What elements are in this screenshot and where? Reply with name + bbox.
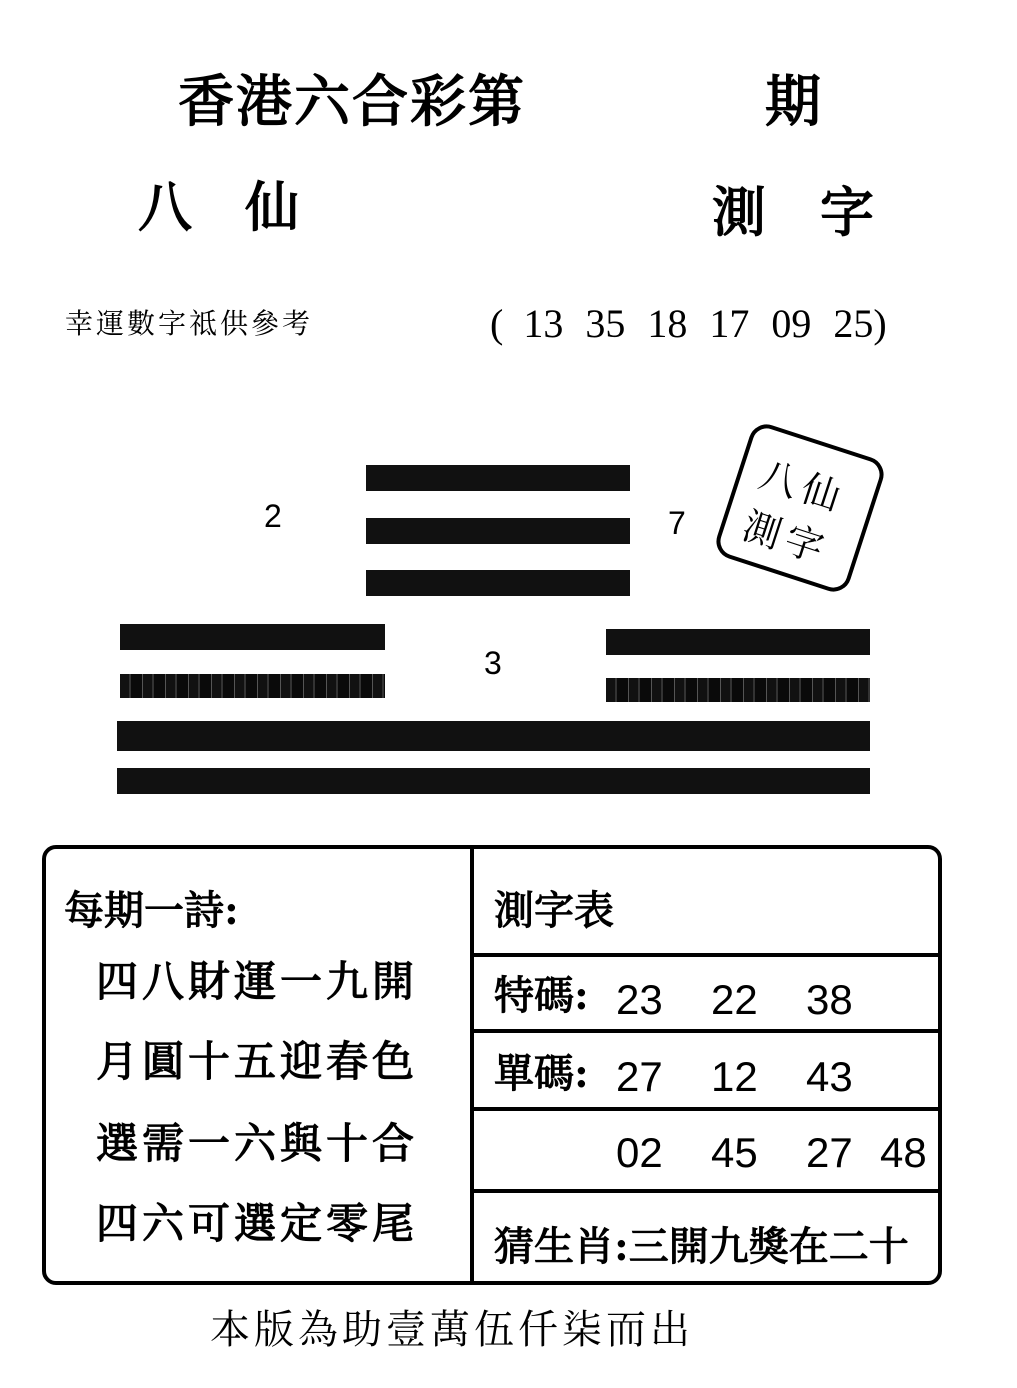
- subtitle-left-char-1: 八: [138, 175, 192, 239]
- open-paren: (: [490, 301, 504, 346]
- poem-line: 選需一六與十合: [96, 1119, 419, 1168]
- single-code-number: 43: [806, 1053, 853, 1100]
- hexagram-bar-top-3: [366, 570, 630, 596]
- hexagram-bar-left-1: [120, 624, 385, 650]
- single-code-label: 單碼:: [494, 1050, 589, 1097]
- special-code-label: 特碼:: [494, 972, 589, 1019]
- subtitle-left-char-2: 仙: [245, 175, 299, 239]
- poem-line: 月圓十五迎春色: [96, 1037, 419, 1086]
- lucky-numbers: [490, 300, 887, 347]
- poem-heading: 每期一詩:: [64, 887, 239, 934]
- special-code-number: 38: [806, 976, 853, 1023]
- lucky-number: 17: [709, 301, 750, 346]
- table-heading: 測字表: [494, 887, 614, 934]
- poem-line: 四八財運一九開: [96, 957, 419, 1006]
- subtitle-right-char-2: 字: [820, 180, 874, 244]
- info-table: [42, 845, 942, 1285]
- extra-number: 45: [711, 1129, 758, 1176]
- zodiac-guess: [494, 1215, 909, 1272]
- extra-number: 27: [806, 1129, 853, 1176]
- lucky-number: 09: [771, 301, 812, 346]
- single-code-number: 27: [616, 1053, 663, 1100]
- hexagram-number-right: 7: [668, 505, 686, 541]
- hexagram-bar-full-2: [117, 768, 870, 794]
- hexagram-number-center: 3: [484, 645, 502, 681]
- table-divider: [474, 1029, 938, 1033]
- page-title: 香港六合彩第: [178, 69, 526, 135]
- lucky-number: 13: [523, 301, 564, 346]
- stamp-line-1: 八仙: [754, 452, 852, 522]
- zodiac-text: 三開九獎在二十: [628, 1223, 909, 1270]
- lucky-number: 35: [585, 301, 626, 346]
- hexagram-bar-full-1: [117, 721, 870, 751]
- seal-stamp: [712, 420, 888, 596]
- hexagram-number-left: 2: [264, 498, 282, 534]
- hexagram-bar-left-2: [120, 674, 385, 698]
- special-code-number: 23: [616, 976, 663, 1023]
- lucky-number: 25: [833, 301, 874, 346]
- period-label: 期: [765, 69, 821, 135]
- hexagram-bar-top-1: [366, 465, 630, 491]
- stamp-line-2: 測字: [737, 503, 835, 573]
- footer-note: 本版為助壹萬伍仟柒而出: [210, 1307, 694, 1353]
- extra-number: 48: [880, 1129, 927, 1176]
- lucky-numbers-label: 幸運數字祗供參考: [65, 307, 314, 340]
- hexagram-bar-right-1: [606, 629, 870, 655]
- close-paren: ): [873, 301, 887, 346]
- table-divider: [474, 953, 938, 957]
- zodiac-label: 猜生肖:: [494, 1223, 629, 1270]
- single-code-number: 12: [711, 1053, 758, 1100]
- table-divider: [474, 1189, 938, 1193]
- poem-line: 四六可選定零尾: [96, 1199, 419, 1248]
- special-code-number: 22: [711, 976, 758, 1023]
- lucky-number: 18: [647, 301, 688, 346]
- subtitle-right-char-1: 測: [712, 180, 766, 244]
- hexagram-bar-right-2: [606, 678, 870, 702]
- extra-number: 02: [616, 1129, 663, 1176]
- table-divider: [474, 1107, 938, 1111]
- hexagram-bar-top-2: [366, 518, 630, 544]
- table-vertical-divider: [470, 849, 474, 1281]
